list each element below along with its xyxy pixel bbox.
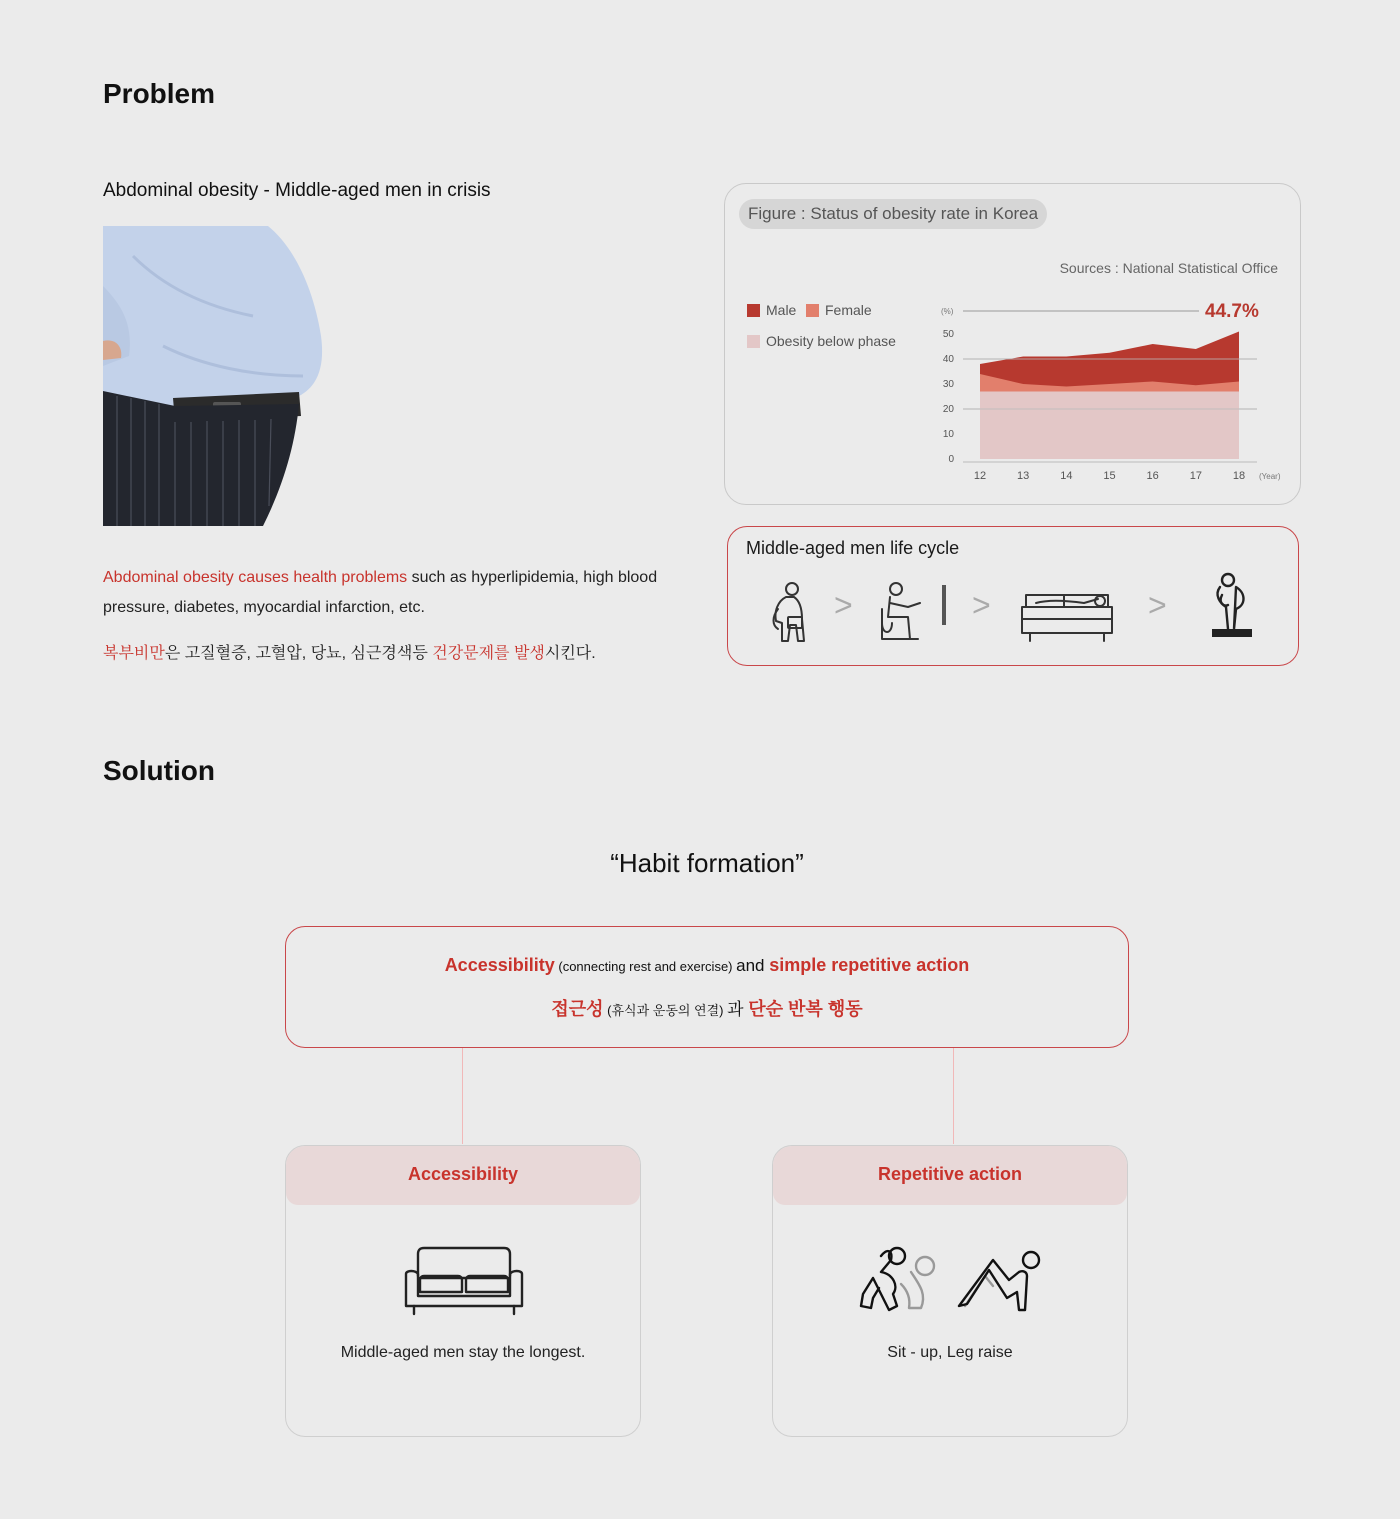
summary-ko-paren: (휴식과 운동의 연결) bbox=[603, 1003, 728, 1018]
desc-ko-part4: 시킨다. bbox=[544, 645, 596, 662]
weighing-scale-icon bbox=[1206, 571, 1256, 641]
summary-ko-repetitive: 단순 반복 행동 bbox=[748, 999, 863, 1019]
x-tick-label: 18 bbox=[1232, 470, 1246, 482]
y-axis-unit-label: (%) bbox=[941, 307, 954, 316]
y-tick-label: 50 bbox=[942, 329, 954, 340]
figure-title: Figure : Status of obesity rate in Korea bbox=[739, 199, 1047, 229]
legend-male-label: Male bbox=[766, 302, 797, 318]
repetitive-card-title: Repetitive action bbox=[773, 1146, 1127, 1205]
desc-en-highlight: Abdominal obesity causes health problems bbox=[103, 569, 408, 586]
commute-icon bbox=[764, 579, 814, 645]
y-tick-label: 20 bbox=[942, 404, 954, 415]
solution-summary-ko bbox=[286, 995, 1128, 1021]
x-tick-label: 16 bbox=[1146, 470, 1159, 482]
accessibility-card-title: Accessibility bbox=[286, 1146, 640, 1205]
lifecycle-arrow-2: > bbox=[972, 587, 991, 623]
repetitive-card bbox=[772, 1145, 1128, 1437]
y-tick-label: 30 bbox=[942, 379, 954, 390]
connector-left bbox=[462, 1048, 463, 1144]
desc-ko-part2: 은 고질혈증, 고혈압, 당뇨, 심근경색등 bbox=[164, 645, 433, 662]
x-tick-label: 14 bbox=[1060, 470, 1073, 482]
obesity-area-chart bbox=[725, 184, 1302, 506]
problem-description-ko bbox=[103, 641, 663, 667]
y-tick-label: 40 bbox=[942, 354, 954, 365]
problem-subtitle: Abdominal obesity - Middle-aged men in crisis bbox=[103, 180, 491, 201]
lifecycle-title: Middle-aged men life cycle bbox=[746, 538, 960, 558]
accessibility-card-text: Middle-aged men stay the longest. bbox=[340, 1344, 586, 1361]
sofa-icon bbox=[404, 1246, 524, 1318]
summary-en-repetitive: simple repetitive action bbox=[769, 955, 970, 975]
connector-right bbox=[953, 1048, 954, 1144]
solution-summary-box bbox=[285, 926, 1129, 1048]
summary-en-paren: (connecting rest and exercise) bbox=[554, 959, 737, 974]
repetitive-card-text: Sit - up, Leg raise bbox=[887, 1344, 1013, 1361]
lifecycle-card bbox=[727, 526, 1299, 666]
x-tick-label: 12 bbox=[973, 470, 987, 482]
problem-description-en bbox=[103, 563, 663, 623]
legend-below-label: Obesity below phase bbox=[766, 333, 896, 349]
habit-formation-title: “Habit formation” bbox=[610, 848, 804, 878]
area-obesity-below-phase bbox=[980, 392, 1239, 460]
summary-en-accessibility: Accessibility bbox=[444, 955, 555, 975]
solution-summary-en bbox=[286, 955, 1128, 976]
desc-en-rest: such as hyperlipidemia, high blood pressure, diabetes, myocardial infarction, etc. bbox=[103, 569, 658, 616]
obesity-figure-card bbox=[724, 183, 1301, 505]
problem-heading: Problem bbox=[103, 78, 216, 109]
accessibility-card bbox=[285, 1145, 641, 1437]
annotation-value: 44.7% bbox=[1205, 301, 1259, 322]
summary-ko-and: 과 bbox=[727, 1000, 749, 1019]
x-tick-label: 15 bbox=[1103, 470, 1116, 482]
exercise-icon bbox=[857, 1246, 1047, 1318]
desc-ko-part1: 복부비만 bbox=[103, 645, 165, 662]
lifecycle-arrow-1: > bbox=[834, 587, 853, 623]
y-tick-label: 10 bbox=[942, 429, 954, 440]
x-tick-label: 13 bbox=[1017, 470, 1030, 482]
desc-ko-part3: 건강문제를 발생 bbox=[432, 645, 545, 662]
y-tick-label: 0 bbox=[948, 454, 954, 465]
door-icon bbox=[942, 585, 946, 625]
figure-source: Sources : National Statistical Office bbox=[1059, 260, 1278, 276]
x-tick-label: 17 bbox=[1189, 470, 1202, 482]
legend-female-label: Female bbox=[825, 302, 872, 318]
lifecycle-arrow-3: > bbox=[1148, 587, 1167, 623]
desk-work-icon bbox=[878, 579, 932, 645]
summary-en-and: and bbox=[736, 956, 770, 975]
solution-heading: Solution bbox=[103, 755, 215, 786]
belly-photo bbox=[103, 226, 323, 526]
summary-ko-accessibility: 접근성 bbox=[551, 999, 604, 1019]
x-axis-unit-label: (Year) bbox=[1259, 472, 1281, 481]
sofa-lying-icon bbox=[1020, 587, 1114, 643]
